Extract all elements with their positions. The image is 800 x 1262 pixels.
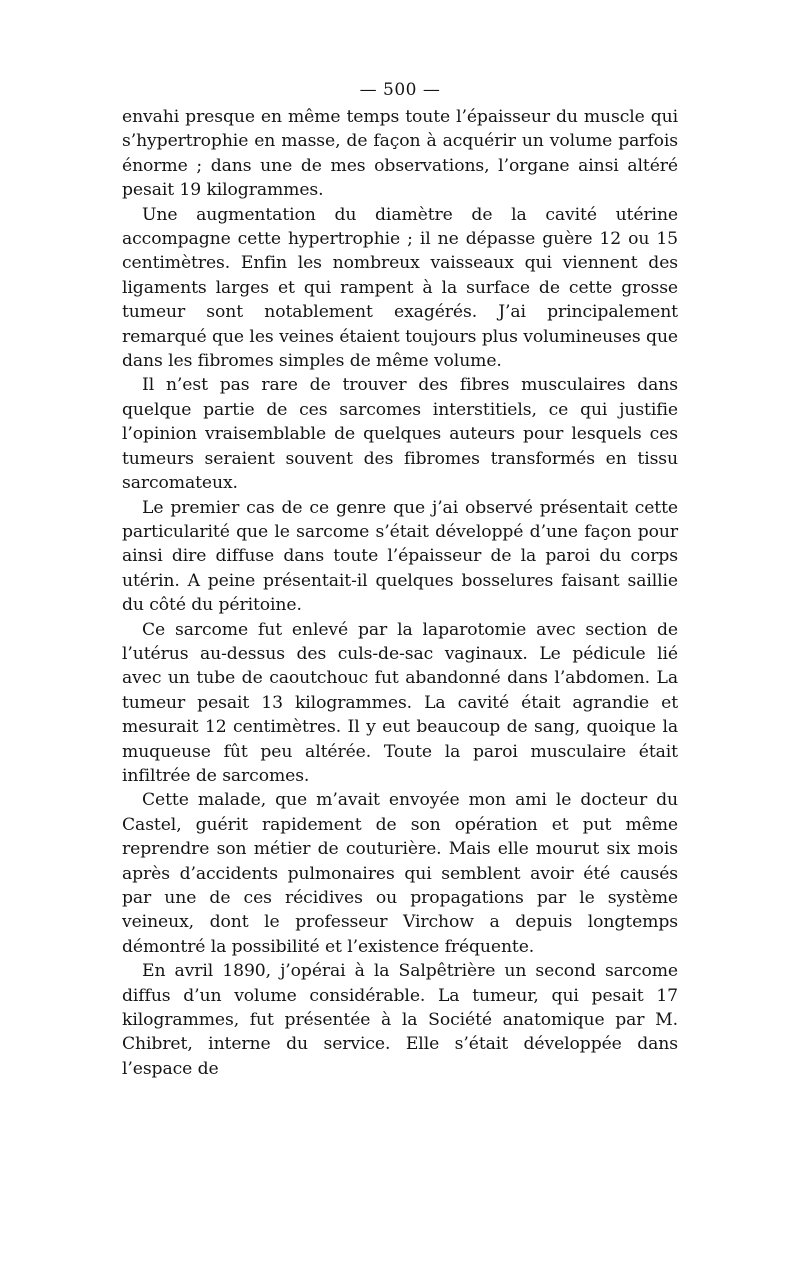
- book-page: [122, 78, 678, 1081]
- paragraph-1: envahi presque en même temps toute l’épaisseur du muscle qui s’hypertrophie en masse, de façon à acquérir un volume parfois énorme ; dans une de mes observations, l’organe ainsi altéré pesait 19 kilogrammes.: [122, 107, 678, 201]
- paragraph-6: Cette malade, que m’avait envoyée mon ami le docteur du Castel, guérit rapidement de son opération et put même reprendre son métier de couturière. Mais elle mourut six mois après d’accidents pulmonaires qui semblent avoir été causés par une de ces récidives ou propagations par le système veineux, dont le professeur Virchow a depuis longtemps démontré la possibilité et l’existence fréquente.: [122, 790, 678, 957]
- page-number: — 500 —: [359, 80, 441, 100]
- paragraph-7: En avril 1890, j’opérai à la Salpêtrière un second sarcome diffus d’un volume considérable. La tumeur, qui pesait 17 kilogrammes, fut présentée à la Société anatomique par M. Chibret, interne du service. Elle s’était développée dans l’espace de: [122, 961, 678, 1079]
- paragraph-3: Il n’est pas rare de trouver des fibres musculaires dans quelque partie de ces sarcomes interstitiels, ce qui justifie l’opinion vraisemblable de quelques auteurs pour lesquels ces tumeurs seraient souvent des fibromes transformés en tissu sarcomateux.: [122, 375, 678, 494]
- paragraph-5: Ce sarcome fut enlevé par la laparotomie avec section de l’utérus au-dessus des culs-de-sac vaginaux. Le pédicule lié avec un tube de caoutchouc fut abandonné dans l’abdomen. La tumeur pesait 13 kilogrammes. La cavité était agrandie et mesurait 12 centimètres. Il y eut beaucoup de sang, quoique la muqueuse fût peu altérée. Toute la paroi musculaire était infiltrée de sarcomes.: [122, 619, 678, 786]
- paragraph-2: Une augmentation du diamètre de la cavité utérine accompagne cette hypertrophie ; il ne dépasse guère 12 ou 15 centimètres. Enfin les nombreux vaisseaux qui viennent des ligaments larges et qui rampent à la surface de cette grosse tumeur sont notablement exagérés. J’ai principalement remarqué que les veines étaient toujours plus volumineuses que dans les fibromes simples de même volume.: [122, 204, 678, 372]
- paragraph-4: Le premier cas de ce genre que j’ai observé présentait cette particularité que le sarcome s’était développé d’une façon pour ainsi dire diffuse dans toute l’épaisseur de la paroi du corps utérin. A peine présentait-il quelques bosselures faisant saillie du côté du péritoine.: [122, 497, 678, 616]
